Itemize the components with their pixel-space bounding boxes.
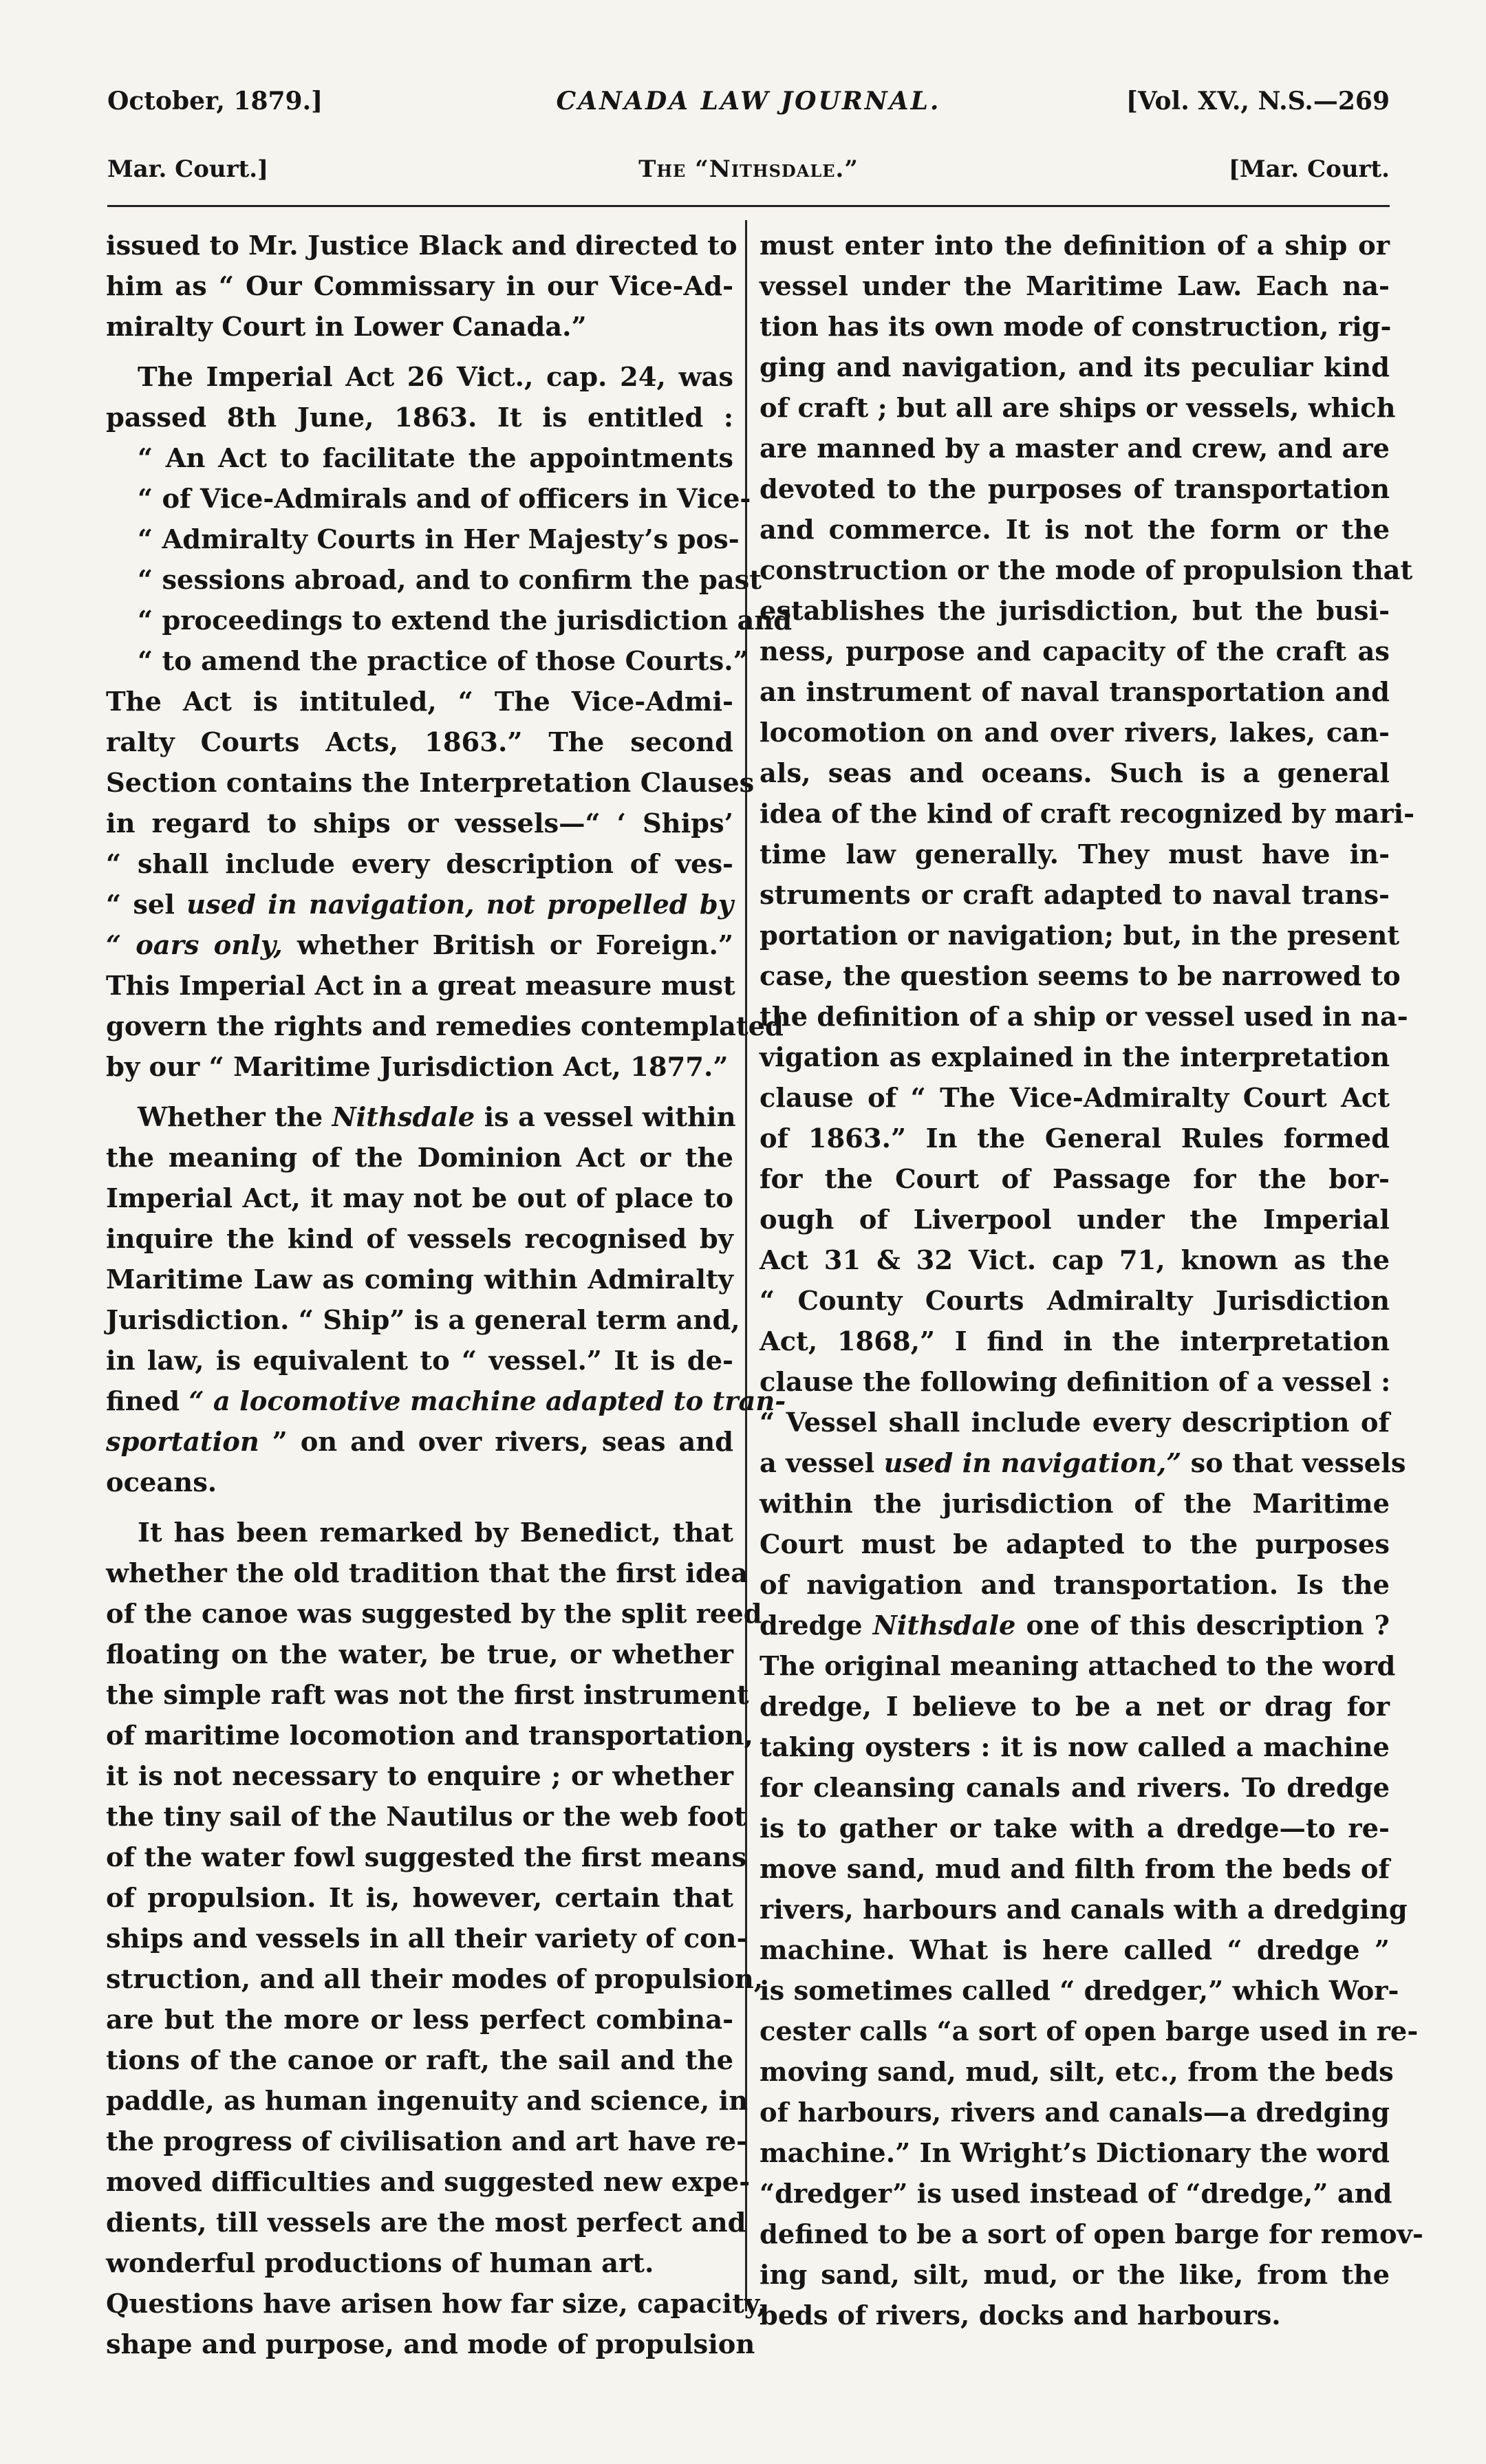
text-line: for cleansing canals and rivers. To dredge xyxy=(760,1773,1390,1804)
text-line: are but the more or less perfect combina- xyxy=(106,2004,733,2035)
text-line: are manned by a master and crew, and are xyxy=(760,433,1390,464)
text-line: govern the rights and remedies contemplated xyxy=(106,1011,784,1042)
text-line: taking oysters : it is now called a machine xyxy=(760,1732,1390,1763)
text-line: struments or craft adapted to naval trans- xyxy=(760,880,1390,911)
paragraph xyxy=(106,226,737,347)
court-left: Mar. Court.] xyxy=(107,155,269,183)
text-line: by our “ Maritime Jurisdiction Act, 1877.” xyxy=(106,1052,729,1083)
text-line: for the Court of Passage for the bor- xyxy=(760,1164,1390,1195)
text-line xyxy=(106,1422,733,1462)
text-line: of harbours, rivers and canals—a dredging xyxy=(760,2097,1390,2128)
text-line: of craft ; but all are ships or vessels, which xyxy=(760,393,1396,424)
text-line: in law, is equivalent to “ vessel.” It is de- xyxy=(106,1346,733,1376)
text-line: “ Admiralty Courts in Her Majesty’s pos- xyxy=(138,524,740,555)
text-line: time law generally. They must have in- xyxy=(760,839,1390,870)
text-line: case, the question seems to be narrowed to xyxy=(760,961,1401,992)
text-line: machine.” In Wright’s Dictionary the word xyxy=(760,2138,1390,2169)
text-run: so that vessels xyxy=(1181,1448,1406,1479)
italic-run: “ a locomotive machine adapted to tran- xyxy=(189,1386,786,1417)
text-line xyxy=(106,1381,786,1422)
text-line: als, seas and oceans. Such is a general xyxy=(760,758,1390,789)
text-line: dients, till vessels are the most perfect and xyxy=(106,2207,746,2238)
text-run: a vessel xyxy=(760,1448,884,1479)
text-run: “ sel xyxy=(106,889,187,920)
text-line: wonderful productions of human art. xyxy=(106,2248,654,2279)
text-line xyxy=(106,1097,736,1138)
text-line: “ sessions abroad, and to confirm the past xyxy=(138,565,762,596)
text-run: dredge xyxy=(760,1610,873,1641)
text-line xyxy=(760,1606,1390,1646)
text-line: the tiny sail of the Nautilus or the web foot xyxy=(106,1802,746,1833)
text-line: within the jurisdiction of the Maritime xyxy=(760,1489,1390,1520)
text-line: an instrument of naval transportation and xyxy=(760,677,1390,708)
text-line: the definition of a ship or vessel used in na- xyxy=(760,1002,1408,1033)
text-line: Section contains the Interpretation Clauses xyxy=(106,768,755,799)
text-line: struction, and all their modes of propulsion, xyxy=(106,1964,764,1995)
column-divider xyxy=(745,220,747,2311)
text-line: ing sand, silt, mud, or the like, from the xyxy=(760,2260,1390,2291)
text-line: rivers, harbours and canals with a dredging xyxy=(760,1894,1408,1925)
text-line: shape and purpose, and mode of propulsion xyxy=(106,2329,755,2360)
text-line: moving sand, mud, silt, etc., from the beds xyxy=(760,2057,1394,2088)
text-line: inquire the kind of vessels recognised by xyxy=(106,1224,733,1255)
text-line: machine. What is here called “ dredge ” xyxy=(760,1935,1390,1966)
text-line: ships and vessels in all their variety of con- xyxy=(106,1923,748,1954)
court-right: [Mar. Court. xyxy=(1228,155,1390,183)
paragraph xyxy=(106,357,793,1088)
journal-title: CANADA LAW JOURNAL. xyxy=(556,87,941,116)
text-run: whether British or Foreign.” xyxy=(282,930,734,961)
text-line: tion has its own mode of construction, rig- xyxy=(760,312,1392,343)
text-line: of navigation and transportation. Is the xyxy=(760,1570,1390,1601)
text-line: ness, purpose and capacity of the craft as xyxy=(760,636,1390,667)
text-line: dredge, I believe to be a net or drag for xyxy=(760,1692,1390,1722)
left-column xyxy=(106,226,793,2365)
text-line: construction or the mode of propulsion that xyxy=(760,555,1413,586)
text-line: “ County Courts Admiralty Jurisdiction xyxy=(760,1286,1390,1317)
text-line xyxy=(106,885,733,925)
text-line: Questions have arisen how far size, capacity, xyxy=(106,2289,766,2320)
paragraph xyxy=(106,1513,764,2284)
text-line: of the canoe was suggested by the split reed xyxy=(106,1599,762,1630)
text-run: one of this description ? xyxy=(1015,1610,1390,1641)
text-line: ging and navigation, and its peculiar kind xyxy=(760,352,1390,383)
text-line: of propulsion. It is, however, certain that xyxy=(106,1883,733,1914)
text-line: Jurisdiction. “ Ship” is a general term and, xyxy=(106,1305,740,1336)
text-line: It has been remarked by Benedict, that xyxy=(138,1517,733,1548)
vessel-name: Nithsdale xyxy=(332,1102,475,1133)
case-title: The “Nithsdale.” xyxy=(638,155,859,183)
paragraph xyxy=(760,226,1423,2336)
text-line: of the water fowl suggested the first means xyxy=(106,1842,747,1873)
text-line: of 1863.” In the General Rules formed xyxy=(760,1123,1390,1154)
text-line: is to gather or take with a dredge—to re- xyxy=(760,1813,1390,1844)
italic-run: used in navigation, not propelled by xyxy=(186,889,734,920)
text-line: The Act is intituled, “ The Vice-Admi- xyxy=(106,687,733,717)
text-line: devoted to the purposes of transportation xyxy=(760,474,1390,505)
right-column xyxy=(760,226,1423,2336)
text-line: vigation as explained in the interpretation xyxy=(760,1042,1390,1073)
text-line: ough of Liverpool under the Imperial xyxy=(760,1204,1390,1235)
italic-run: sportation xyxy=(106,1427,259,1458)
text-line: and commerce. It is not the form or the xyxy=(760,515,1390,545)
text-line: tions of the canoe or raft, the sail and the xyxy=(106,2045,733,2076)
text-line: him as “ Our Commissary in our Vice-Ad- xyxy=(106,271,733,302)
text-line: locomotion on and over rivers, lakes, can- xyxy=(760,717,1390,748)
text-line: The Imperial Act 26 Vict., cap. 24, was xyxy=(138,362,733,393)
text-line: Act, 1868,” I find in the interpretation xyxy=(760,1326,1390,1357)
text-line: must enter into the definition of a ship or xyxy=(760,230,1390,261)
text-line: oceans. xyxy=(106,1467,217,1498)
text-line: paddle, as human ingenuity and science, in xyxy=(106,2086,749,2117)
text-line xyxy=(760,1443,1406,1484)
text-line: establishes the jurisdiction, but the busi- xyxy=(760,596,1390,627)
text-line: Act 31 & 32 Vict. cap 71, known as the xyxy=(760,1245,1390,1276)
text-line: the progress of civilisation and art have re- xyxy=(106,2126,748,2157)
volume-page: [Vol. XV., N.S.—269 xyxy=(1126,87,1390,116)
text-line: Imperial Act, it may not be out of place to xyxy=(106,1183,733,1214)
text-line: of maritime locomotion and transportation, xyxy=(106,1720,753,1751)
text-line: Court must be adapted to the purposes xyxy=(760,1529,1390,1560)
text-line: vessel under the Maritime Law. Each na- xyxy=(760,271,1390,302)
text-line: “ of Vice-Admirals and of officers in Vice- xyxy=(138,484,751,515)
italic-run: “ oars only, xyxy=(106,930,283,961)
text-line: Maritime Law as coming within Admiralty xyxy=(106,1264,733,1295)
text-line: move sand, mud and filth from the beds of xyxy=(760,1854,1390,1885)
text-line: the meaning of the Dominion Act or the xyxy=(106,1143,733,1174)
text-line: “ An Act to facilitate the appointments xyxy=(138,443,733,474)
text-line: moved difficulties and suggested new expe- xyxy=(106,2167,751,2198)
issue-date: October, 1879.] xyxy=(107,87,323,116)
text-run: is a vessel within xyxy=(475,1102,736,1133)
text-line: “ shall include every description of ves- xyxy=(106,849,733,880)
text-line: is sometimes called “ dredger,” which Wor- xyxy=(760,1976,1399,2007)
text-run: Whether the xyxy=(138,1102,332,1133)
text-line: in regard to ships or vessels—“ ‘ Ships’ xyxy=(106,808,733,839)
vessel-name: Nithsdale xyxy=(872,1610,1016,1641)
header-rule xyxy=(107,205,1390,207)
text-line: The original meaning attached to the word xyxy=(760,1651,1396,1682)
text-line: issued to Mr. Justice Black and directed to xyxy=(106,230,737,261)
text-line: floating on the water, be true, or whether xyxy=(106,1639,733,1670)
case-header xyxy=(107,155,1390,197)
text-line: passed 8th June, 1863. It is entitled : xyxy=(106,402,733,433)
text-line: the simple raft was not the first instrument xyxy=(106,1680,749,1711)
text-run: ” on and over rivers, seas and xyxy=(259,1427,733,1458)
italic-run: used in navigation,” xyxy=(883,1448,1182,1479)
running-header xyxy=(107,87,1390,135)
text-line: cester calls “a sort of open barge used in re- xyxy=(760,2016,1419,2047)
text-line: miralty Court in Lower Canada.” xyxy=(106,312,587,343)
text-line: “ Vessel shall include every description of xyxy=(760,1407,1390,1438)
text-line: it is not necessary to enquire ; or whether xyxy=(106,1761,733,1792)
paragraph xyxy=(106,1097,786,1503)
text-line: beds of rivers, docks and harbours. xyxy=(760,2300,1281,2331)
paragraph xyxy=(106,2284,766,2365)
text-line: whether the old tradition that the first idea xyxy=(106,1558,748,1589)
text-line: clause the following definition of a vessel : xyxy=(760,1367,1391,1398)
text-line: portation or navigation; but, in the present xyxy=(760,920,1400,951)
text-line: “ proceedings to extend the jurisdiction and xyxy=(138,605,793,636)
text-line: ralty Courts Acts, 1863.” The second xyxy=(106,727,733,758)
text-line: clause of “ The Vice-Admiralty Court Act xyxy=(760,1083,1390,1114)
text-line: “ to amend the practice of those Courts.” xyxy=(138,646,749,677)
text-line: defined to be a sort of open barge for remov- xyxy=(760,2219,1423,2250)
text-line: idea of the kind of craft recognized by mari- xyxy=(760,799,1415,830)
text-line: This Imperial Act in a great measure must xyxy=(106,971,735,1002)
text-line: “dredger” is used instead of “dredge,” and xyxy=(760,2179,1392,2209)
text-line xyxy=(106,925,733,966)
text-run: fined xyxy=(106,1386,189,1417)
